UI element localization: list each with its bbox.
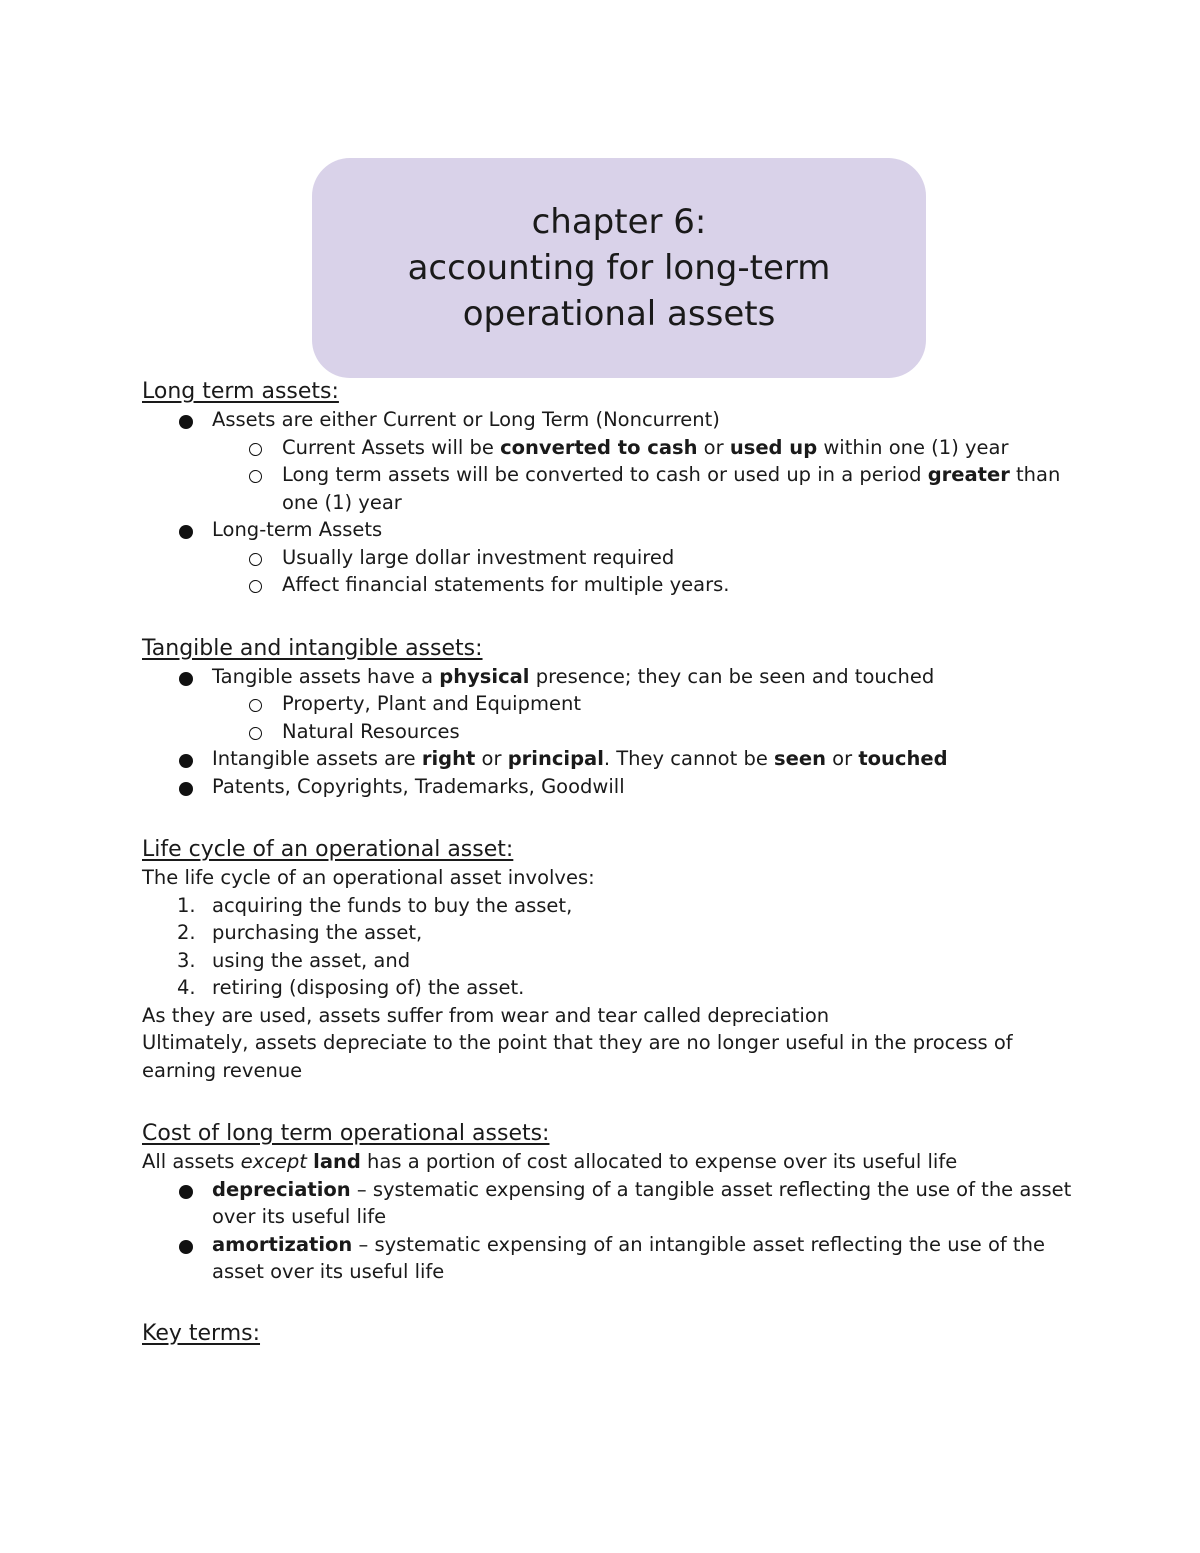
list-item: Affect financial statements for multiple years. [142,571,1082,599]
bullet-icon [179,782,193,796]
cost-intro: All assets except land has a portion of cost allocated to expense over its useful life [142,1150,958,1173]
list-item: Patents, Copyrights, Trademarks, Goodwill [142,773,1082,801]
list-item: amortization – systematic expensing of an intangible asset reflecting the use of the asset over its useful life [142,1231,1082,1286]
hollow-bullet-icon [249,553,262,566]
sublist [212,434,1082,517]
depreciation-paragraph: As they are used, assets suffer from wear and tear called depreciation [142,1003,830,1027]
chapter-title-box [312,158,926,378]
tangible-intangible-list [142,663,1082,801]
list-item: Long term assets will be converted to cash or used up in a period greater than one (1) year [142,461,1082,516]
bullet-icon [179,1185,193,1199]
cost-list [142,1176,1082,1286]
chapter-title-line-1: chapter 6: [531,202,707,242]
list-item: 1. acquiring the funds to buy the asset, [177,893,573,917]
hollow-bullet-icon [249,470,262,483]
list-item: 2. purchasing the asset, [177,921,423,944]
section-heading-tangible-intangible: Tangible and intangible assets: [142,635,483,661]
list-item: Tangible assets have a physical presence; they can be seen and touched Property, Plant and Equipment Natural Resources [142,663,1082,746]
sublist [212,544,1082,599]
bullet-icon [179,754,193,768]
hollow-bullet-icon [249,580,262,593]
section-heading-life-cycle: Life cycle of an operational asset: [142,837,514,862]
hollow-bullet-icon [249,727,262,740]
section-heading-key-terms: Key terms: [142,1320,261,1346]
bullet-icon [179,525,193,539]
long-term-assets-list [142,406,1082,599]
list-item: Natural Resources [142,718,1082,746]
sublist [212,690,1082,745]
life-cycle-steps [142,892,1082,1002]
chapter-title-line-3: operational assets [462,294,776,334]
list-item: 3. using the asset, and [177,948,411,972]
section-heading-cost: Cost of long term operational assets: [142,1121,550,1146]
chapter-title-line-2: accounting for long-term [407,248,831,288]
section-heading-long-term-assets: Long term assets: [142,379,339,404]
list-item: depreciation – systematic expensing of a tangible asset reflecting the use of the asset over its useful life [142,1176,1082,1231]
hollow-bullet-icon [249,699,262,712]
list-item: 4. retiring (disposing of) the asset. [177,976,525,999]
usefulness-paragraph: Ultimately, assets depreciate to the point that they are no longer useful in the process of earning revenue [142,1031,1013,1082]
list-item: Usually large dollar investment required [142,544,1082,572]
document-body [142,378,1082,1348]
list-item: Long-term Assets Usually large dollar investment required Affect financial statements for multiple years. [142,516,1082,599]
hollow-bullet-icon [249,443,262,456]
list-item: Property, Plant and Equipment [142,690,1082,718]
list-item: Assets are either Current or Long Term (Noncurrent) Current Assets will be converted to cash or used up within one (1) year Long term assets will be converted to cash or used up in a period greater than one (1) year [142,406,1082,516]
life-cycle-intro: The life cycle of an operational asset involves: [142,866,595,889]
bullet-icon [179,1240,193,1254]
bullet-icon [179,415,193,429]
bullet-icon [179,672,193,686]
list-item: Intangible assets are right or principal. They cannot be seen or touched [142,745,1082,773]
list-item: Current Assets will be converted to cash or used up within one (1) year [142,434,1082,462]
